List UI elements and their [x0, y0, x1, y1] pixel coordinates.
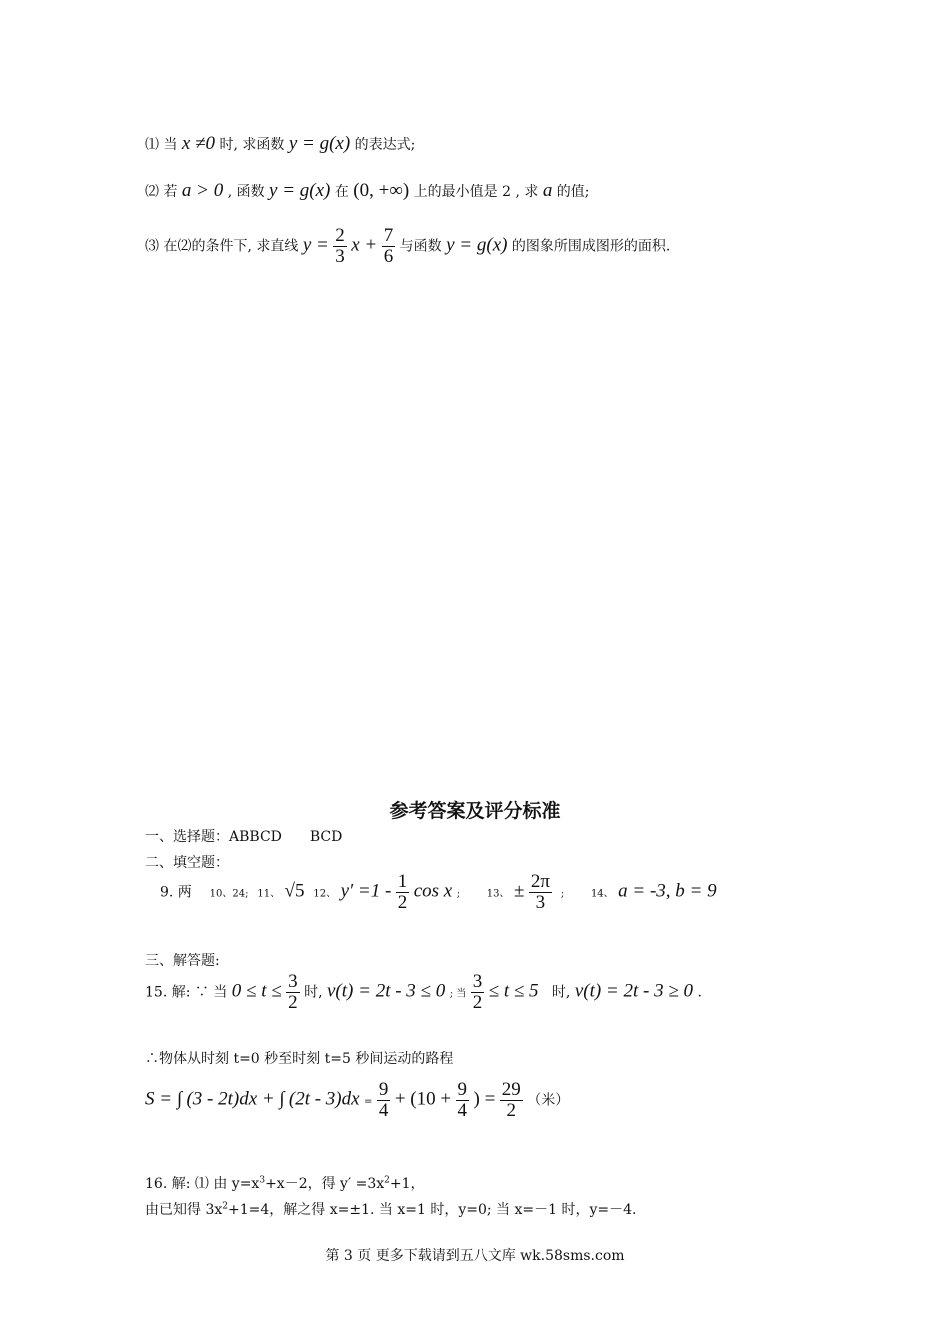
- integral-expression: (3 - 2t)dx +: [186, 1088, 275, 1110]
- math-expression: 0 ≤ t ≤: [231, 980, 282, 1002]
- equals-sign: =: [364, 1096, 373, 1108]
- question-2: [145, 180, 590, 202]
- math-expression: v(t) = 2t - 3 ≤ 0: [327, 980, 446, 1002]
- question-text: 的值;: [556, 184, 590, 200]
- math-expression: v(t) = 2t - 3 ≥ 0: [574, 980, 694, 1002]
- q16-text: +x－2，得 y′ =3x: [265, 1176, 385, 1192]
- fraction: [529, 872, 552, 913]
- fraction-numerator: 2: [335, 225, 345, 246]
- fraction: [333, 226, 347, 267]
- q15-text: ; 当: [449, 988, 467, 1000]
- fraction-denominator: 3: [529, 892, 552, 913]
- question-text: 的表达式;: [354, 137, 416, 153]
- fraction-numerator: 9: [457, 1079, 468, 1100]
- separator: ;: [560, 888, 565, 900]
- math-expression: ≤ t ≤ 5: [488, 980, 539, 1002]
- question-text: 与函数: [399, 238, 442, 255]
- integral-expression: (2t - 3)dx: [288, 1088, 360, 1110]
- question-text: 的图象所围成图形的面积.: [511, 238, 671, 255]
- q16-line-1: [145, 1173, 425, 1193]
- math-expression: ) =: [473, 1088, 496, 1110]
- q16-text: +1，: [389, 1176, 425, 1192]
- fill-answers-row: [160, 872, 717, 913]
- math-expression: x ≠0: [181, 133, 216, 154]
- fraction: [500, 1080, 523, 1121]
- section-fill: 二、填空题：: [145, 855, 229, 871]
- fraction: [286, 972, 300, 1013]
- fraction-numerator: 1: [397, 871, 408, 892]
- fraction-denominator: 2: [288, 992, 298, 1013]
- fraction: [471, 972, 485, 1013]
- fraction-numerator: 3: [472, 971, 483, 992]
- q15-text: .: [697, 984, 702, 1001]
- question-text: 在⑵的条件下, 求直线: [163, 238, 299, 255]
- math-expression: y = g(x): [446, 234, 508, 256]
- question-text: , 函数: [227, 184, 265, 200]
- fraction-denominator: 2: [472, 992, 483, 1013]
- fraction-denominator: 4: [457, 1100, 468, 1121]
- answers-title: 参考答案及评分标准: [389, 800, 561, 822]
- exponent: 2: [384, 1175, 390, 1186]
- fraction: [382, 226, 396, 267]
- question-number: ⑵: [145, 184, 159, 200]
- answer-14-label: 14、: [590, 888, 614, 900]
- q15-text: 时,: [551, 984, 571, 1001]
- page-footer: 第 3 页 更多下载请到五八文库 wk.58sms.com: [325, 1248, 625, 1264]
- fraction-numerator: 7: [383, 225, 394, 246]
- fraction-denominator: 4: [378, 1100, 389, 1121]
- q15-line-1: [145, 972, 702, 1013]
- question-3: [145, 226, 670, 267]
- question-number: ⑶: [145, 238, 159, 255]
- question-text: 上的最小值是 2 , 求: [413, 184, 539, 200]
- q15-integral-line: [145, 1080, 569, 1121]
- answer-14: a = -3, b = 9: [618, 880, 717, 902]
- answer-12: y′ =1 -: [340, 880, 392, 902]
- fraction-denominator: 3: [335, 246, 345, 267]
- fraction: [456, 1080, 470, 1121]
- fraction-numerator: 2π: [530, 871, 550, 892]
- integral-expression: ∫: [279, 1088, 285, 1110]
- integral-expression: S = ∫: [145, 1088, 183, 1110]
- q15-label: 15. 解: ∵ 当: [145, 984, 228, 1001]
- section-solve: 三、解答题:: [145, 953, 220, 969]
- math-expression: y =: [302, 234, 329, 256]
- fraction: [377, 1080, 391, 1121]
- q16-line-2: [145, 1199, 636, 1219]
- math-expression: a: [542, 180, 553, 201]
- answer-12-cos: cos x: [413, 880, 453, 902]
- answer-11: √5: [284, 880, 305, 902]
- q16-text: 由已知得 3x: [145, 1202, 223, 1218]
- fraction-numerator: 9: [378, 1079, 389, 1100]
- math-expression: y = g(x): [269, 180, 331, 201]
- math-expression: + (10 +: [394, 1088, 452, 1110]
- answer-12-label: 12、: [313, 888, 337, 900]
- answer-11-label: 11、: [257, 888, 281, 900]
- math-expression: a > 0: [181, 180, 224, 201]
- fraction-numerator: 29: [501, 1079, 521, 1100]
- fraction-denominator: 2: [397, 892, 408, 913]
- section-choice: 一、选择题：ABBCD BCD: [145, 829, 343, 845]
- fraction-numerator: 3: [288, 971, 298, 992]
- plus-minus: ±: [513, 880, 525, 902]
- question-text: 当: [163, 137, 178, 153]
- math-expression: y = g(x): [288, 133, 351, 154]
- q16-text: +1=4，解之得 x=±1. 当 x=1 时，y=0; 当 x=－1 时，y=－4.: [228, 1202, 637, 1218]
- question-number: ⑴: [145, 137, 159, 153]
- question-text: 时, 求函数: [219, 137, 285, 153]
- q15-text: 时,: [304, 984, 323, 1001]
- fraction-denominator: 2: [500, 1100, 523, 1121]
- separator: ;: [456, 888, 461, 900]
- answer-9: 9. 两: [160, 884, 192, 901]
- q16-text: 16. 解: ⑴ 由 y=x: [145, 1176, 260, 1192]
- q15-line-2: ∴物体从时刻 t=0 秒至时刻 t=5 秒间运动的路程: [145, 1051, 454, 1067]
- exponent: 3: [259, 1175, 266, 1186]
- answer-13-label: 13、: [486, 888, 510, 900]
- math-expression: (0, +∞): [353, 180, 410, 201]
- answer-10: 10、24;: [209, 888, 249, 900]
- question-text: 在: [334, 184, 349, 200]
- fraction: [396, 872, 410, 913]
- question-text: 若: [163, 184, 178, 200]
- unit-label: （米）: [527, 1092, 570, 1109]
- math-expression: x +: [351, 234, 378, 256]
- question-1: [145, 133, 415, 155]
- fraction-denominator: 6: [383, 246, 394, 267]
- exponent: 2: [222, 1201, 228, 1212]
